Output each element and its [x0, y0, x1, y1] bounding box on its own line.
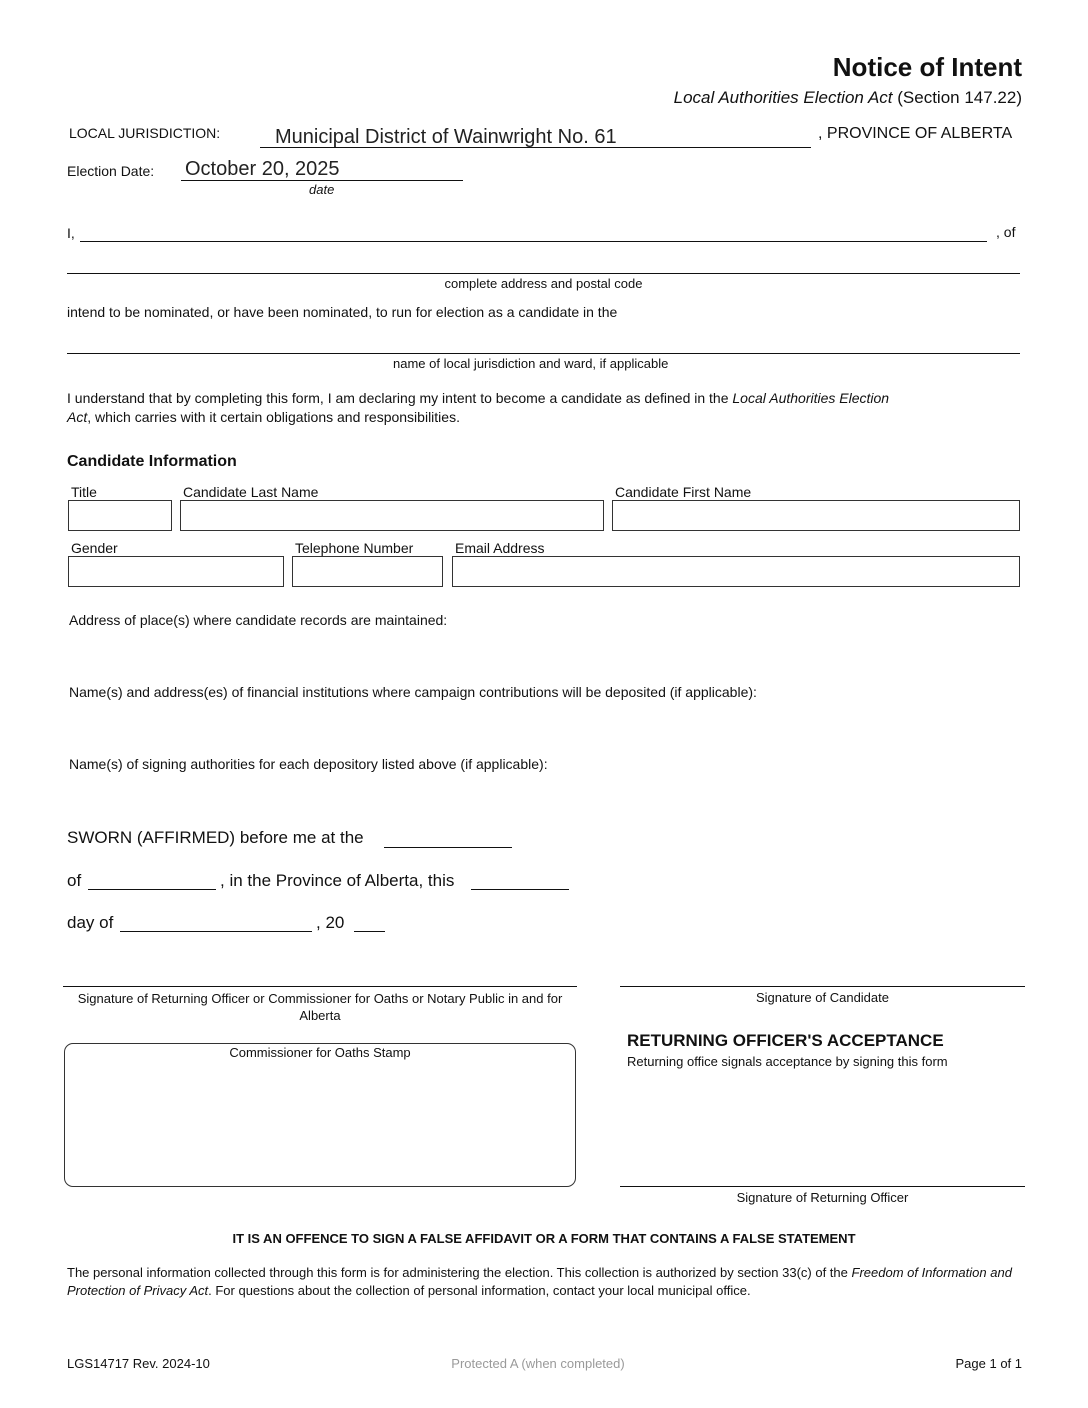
records-label: Address of place(s) where candidate records are maintained: — [69, 612, 448, 628]
privacy-act: Freedom of Information and Protection of Privacy Act — [67, 1265, 1012, 1298]
intend-text: intend to be nominated, or have been nominated, to run for election as a candidate in the — [67, 304, 618, 320]
sworn-place-line[interactable] — [384, 847, 512, 848]
sworn-municipality-line[interactable] — [88, 889, 216, 890]
candidate-heading: Candidate Information — [67, 453, 237, 470]
jurisdiction-label: LOCAL JURISDICTION: — [69, 125, 221, 141]
understand-text-1: I understand that by completing this form, I am declaring my intent to become a candidate as defined in the — [67, 390, 733, 406]
page-number: Page 1 of 1 — [955, 1356, 1022, 1371]
jurisdiction-field[interactable]: Municipal District of Wainwright No. 61 — [275, 126, 617, 148]
province-label: , PROVINCE OF ALBERTA — [818, 125, 1013, 142]
stamp-label: Commissioner for Oaths Stamp — [229, 1045, 411, 1060]
acceptance-sub: Returning office signals acceptance by signing this form — [627, 1054, 948, 1069]
jurisdiction-ward-line[interactable] — [67, 353, 1020, 354]
sworn-year-prefix: , 20 — [316, 913, 345, 932]
understand-text-2: , which carries with it certain obligations and responsibilities. — [87, 409, 460, 425]
address-line[interactable] — [67, 273, 1020, 274]
sworn-day-of: day of — [67, 913, 114, 932]
candidate-signature-line[interactable] — [620, 986, 1025, 987]
phone-input[interactable] — [292, 556, 443, 587]
election-date-caption: date — [309, 182, 335, 197]
email-label: Email Address — [455, 540, 545, 556]
sworn-month-line[interactable] — [120, 931, 312, 932]
form-subtitle — [674, 88, 1022, 108]
form-title: Notice of Intent — [832, 52, 1022, 82]
signing-label: Name(s) of signing authorities for each depository listed above (if applicable): — [69, 756, 548, 772]
section-ref: (Section 147.22) — [892, 88, 1022, 107]
understand-act-b: Act — [67, 409, 88, 425]
election-date-label: Election Date: — [67, 163, 155, 179]
of-label: , of — [996, 224, 1016, 240]
sworn-day-line[interactable] — [471, 889, 569, 890]
title-input[interactable] — [68, 500, 172, 531]
email-input[interactable] — [452, 556, 1020, 587]
privacy-notice — [67, 1264, 1022, 1300]
first-name-label: Candidate First Name — [615, 484, 752, 500]
officer-signature-caption: Signature of Returning Officer or Commissioner for Oaths or Notary Public in and for Alberta — [77, 991, 563, 1023]
privacy-text-1: The personal information collected through this form is for administering the election. This collection is authorized by section 33(c) of the — [67, 1265, 852, 1280]
understand-paragraph — [67, 389, 1022, 427]
protected-label: Protected A (when completed) — [451, 1356, 625, 1371]
institutions-label: Name(s) and address(es) of financial institutions where campaign contributions will be deposited (if applicable): — [69, 684, 757, 700]
act-name: Local Authorities Election Act — [673, 88, 893, 107]
understand-act-a: Local Authorities Election — [732, 390, 890, 406]
returning-signature-caption: Signature of Returning Officer — [736, 1190, 909, 1205]
last-name-input[interactable] — [180, 500, 604, 531]
last-name-label: Candidate Last Name — [183, 484, 319, 500]
candidate-signature-caption: Signature of Candidate — [756, 990, 889, 1005]
first-name-input[interactable] — [612, 500, 1020, 531]
sworn-year-line[interactable] — [354, 931, 385, 932]
stamp-box — [64, 1043, 576, 1187]
sworn-province-text: , in the Province of Alberta, this — [220, 871, 455, 890]
gender-input[interactable] — [68, 556, 284, 587]
name-line[interactable] — [80, 241, 987, 242]
i-label: I, — [67, 225, 75, 241]
gender-label: Gender — [71, 540, 118, 556]
phone-label: Telephone Number — [295, 540, 414, 556]
returning-signature-line[interactable] — [620, 1186, 1025, 1187]
sworn-text: SWORN (AFFIRMED) before me at the — [67, 828, 364, 847]
jurisdiction-ward-caption: name of local jurisdiction and ward, if applicable — [393, 356, 669, 371]
title-label: Title — [71, 484, 97, 500]
address-caption: complete address and postal code — [444, 276, 643, 291]
offence-warning: IT IS AN OFFENCE TO SIGN A FALSE AFFIDAVIT OR A FORM THAT CONTAINS A FALSE STATEMENT — [232, 1231, 856, 1246]
form-id: LGS14717 Rev. 2024-10 — [67, 1356, 210, 1371]
privacy-text-2: . For questions about the collection of personal information, contact your local municipal office. — [208, 1283, 751, 1298]
acceptance-heading: RETURNING OFFICER'S ACCEPTANCE — [627, 1031, 944, 1050]
sworn-of: of — [67, 871, 82, 890]
officer-signature-line[interactable] — [63, 986, 577, 987]
election-date-field[interactable]: October 20, 2025 — [185, 158, 340, 180]
